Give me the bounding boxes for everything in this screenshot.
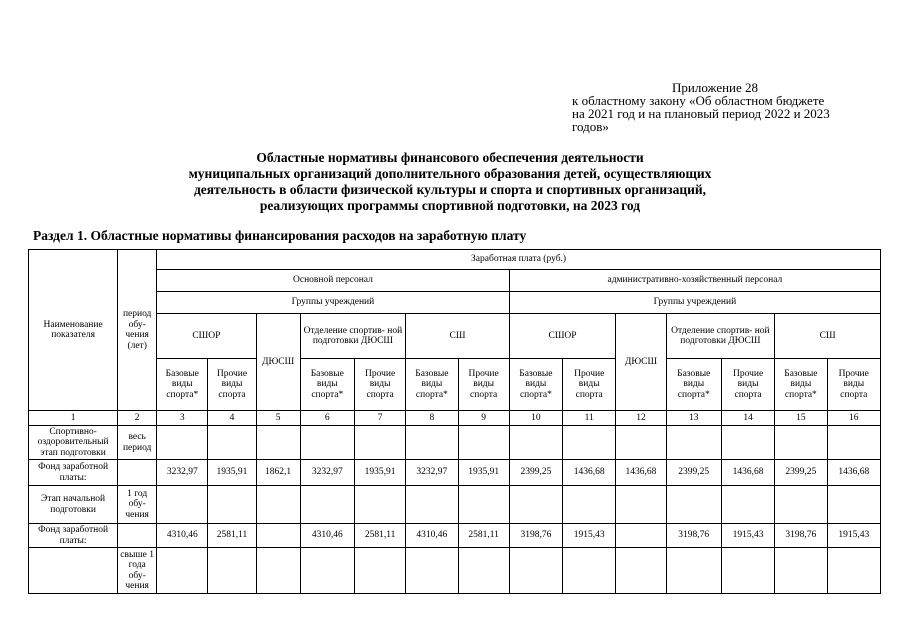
value-cell — [616, 426, 666, 460]
value-cell — [666, 548, 721, 594]
header-ssh: СШ — [775, 314, 881, 359]
value-cell — [300, 486, 354, 524]
value-cell — [563, 548, 616, 594]
header-period: период обу- чения (лет) — [118, 250, 157, 411]
value-cell — [157, 426, 208, 460]
value-cell: 4310,46 — [300, 524, 354, 548]
header-base: Базовые виды спорта* — [300, 359, 354, 411]
value-cell — [827, 486, 881, 524]
row-period: свыше 1 года обу- чения — [118, 548, 157, 594]
salary-norms-table — [28, 249, 881, 594]
header-admin-staff: административно-хозяйственный персонал — [509, 270, 880, 292]
value-cell — [208, 426, 256, 460]
value-cell — [256, 548, 300, 594]
column-number: 1 — [29, 411, 118, 426]
appendix-line: к областному закону «Об областном бюджете — [572, 93, 825, 108]
value-cell: 2581,11 — [208, 524, 256, 548]
value-cell — [406, 486, 458, 524]
column-number: 13 — [666, 411, 721, 426]
value-cell — [157, 486, 208, 524]
column-number: 5 — [256, 411, 300, 426]
value-cell — [509, 548, 562, 594]
header-dyussh: ДЮСШ — [256, 314, 300, 411]
document-title — [100, 150, 800, 214]
value-cell: 1436,68 — [721, 460, 774, 486]
value-cell — [300, 548, 354, 594]
column-number: 9 — [458, 411, 509, 426]
value-cell: 1915,43 — [827, 524, 881, 548]
row-period: 1 год обу- чения — [118, 486, 157, 524]
value-cell — [509, 426, 562, 460]
value-cell — [406, 426, 458, 460]
header-other: Прочие виды спорта — [208, 359, 256, 411]
header-name: Наименование показателя — [29, 250, 118, 411]
row-period: весь период — [118, 426, 157, 460]
column-number: 16 — [827, 411, 881, 426]
value-cell — [256, 524, 300, 548]
value-cell — [208, 548, 256, 594]
title-line: реализующих программы спортивной подготовки, на 2023 год — [259, 198, 641, 213]
value-cell: 2399,25 — [509, 460, 562, 486]
value-cell: 3198,76 — [666, 524, 721, 548]
value-cell — [775, 426, 827, 460]
row-period — [118, 460, 157, 486]
row-label — [29, 548, 118, 594]
value-cell — [354, 486, 405, 524]
column-number: 3 — [157, 411, 208, 426]
value-cell: 2581,11 — [458, 524, 509, 548]
column-number: 6 — [300, 411, 354, 426]
value-cell — [616, 524, 666, 548]
header-base: Базовые виды спорта* — [406, 359, 458, 411]
section-title: Раздел 1. Областные нормативы финансирования расходов на заработную плату — [33, 228, 527, 243]
appendix-number: Приложение 28 — [672, 80, 759, 95]
value-cell: 3198,76 — [775, 524, 827, 548]
table-row — [29, 486, 881, 524]
header-base: Базовые виды спорта* — [775, 359, 827, 411]
value-cell — [775, 548, 827, 594]
value-cell — [458, 426, 509, 460]
value-cell: 1935,91 — [208, 460, 256, 486]
table-row — [29, 524, 881, 548]
value-cell: 1862,1 — [256, 460, 300, 486]
header-base: Базовые виды спорта* — [509, 359, 562, 411]
row-period — [118, 524, 157, 548]
value-cell: 2399,25 — [775, 460, 827, 486]
appendix-line: годов» — [572, 119, 609, 134]
column-number: 11 — [563, 411, 616, 426]
title-line: Областные нормативы финансового обеспечения деятельности — [256, 150, 644, 165]
header-base: Базовые виды спорта* — [157, 359, 208, 411]
appendix-note — [572, 81, 892, 133]
appendix-line: на 2021 год и на плановый период 2022 и 2023 — [572, 106, 830, 121]
value-cell — [208, 486, 256, 524]
header-groups-main: Группы учреждений — [157, 292, 510, 314]
header-other: Прочие виды спорта — [827, 359, 881, 411]
value-cell — [406, 548, 458, 594]
title-line: муниципальных организаций дополнительного образования детей, осуществляющих — [188, 166, 712, 181]
value-cell — [616, 548, 666, 594]
value-cell — [563, 486, 616, 524]
header-main-staff: Основной персонал — [157, 270, 510, 292]
value-cell: 3198,76 — [509, 524, 562, 548]
value-cell — [666, 486, 721, 524]
value-cell: 1915,43 — [563, 524, 616, 548]
header-otd: Отделение спортив- ной подготовки ДЮСШ — [300, 314, 406, 359]
value-cell: 3232,97 — [300, 460, 354, 486]
value-cell: 2581,11 — [354, 524, 405, 548]
value-cell — [157, 548, 208, 594]
header-salary: Заработная плата (руб.) — [157, 250, 881, 270]
value-cell — [775, 486, 827, 524]
row-label: Этап начальной подготовки — [29, 486, 118, 524]
value-cell — [300, 426, 354, 460]
value-cell: 3232,97 — [406, 460, 458, 486]
value-cell — [563, 426, 616, 460]
value-cell — [721, 426, 774, 460]
column-number: 15 — [775, 411, 827, 426]
value-cell — [721, 548, 774, 594]
header-other: Прочие виды спорта — [458, 359, 509, 411]
value-cell — [616, 486, 666, 524]
value-cell: 1935,91 — [354, 460, 405, 486]
value-cell: 4310,46 — [157, 524, 208, 548]
value-cell: 1436,68 — [616, 460, 666, 486]
header-groups-admin: Группы учреждений — [509, 292, 880, 314]
row-label: Фонд заработной платы: — [29, 524, 118, 548]
value-cell — [827, 548, 881, 594]
header-sshor: СШОР — [509, 314, 616, 359]
header-other: Прочие виды спорта — [721, 359, 774, 411]
header-ssh: СШ — [406, 314, 510, 359]
value-cell — [666, 426, 721, 460]
value-cell — [458, 548, 509, 594]
value-cell — [354, 426, 405, 460]
value-cell — [458, 486, 509, 524]
value-cell — [721, 486, 774, 524]
header-otd: Отделение спортив- ной подготовки ДЮСШ — [666, 314, 775, 359]
value-cell: 2399,25 — [666, 460, 721, 486]
value-cell — [256, 426, 300, 460]
value-cell: 4310,46 — [406, 524, 458, 548]
value-cell: 1915,43 — [721, 524, 774, 548]
header-dyussh: ДЮСШ — [616, 314, 666, 411]
column-number: 12 — [616, 411, 666, 426]
header-sshor: СШОР — [157, 314, 256, 359]
value-cell: 1935,91 — [458, 460, 509, 486]
value-cell: 1436,68 — [827, 460, 881, 486]
header-base: Базовые виды спорта* — [666, 359, 721, 411]
table-row — [29, 426, 881, 460]
value-cell: 1436,68 — [563, 460, 616, 486]
column-number: 8 — [406, 411, 458, 426]
column-number: 2 — [118, 411, 157, 426]
column-number: 14 — [721, 411, 774, 426]
value-cell — [354, 548, 405, 594]
title-line: деятельность в области физической культуры и спорта и спортивных организаций, — [193, 182, 707, 197]
row-label: Спортивно- оздоровительный этап подготовки — [29, 426, 118, 460]
value-cell: 3232,97 — [157, 460, 208, 486]
value-cell — [256, 486, 300, 524]
column-number: 4 — [208, 411, 256, 426]
column-number: 7 — [354, 411, 405, 426]
table-row — [29, 548, 881, 594]
header-other: Прочие виды спорта — [563, 359, 616, 411]
header-other: Прочие виды спорта — [354, 359, 405, 411]
table-row — [29, 460, 881, 486]
column-number: 10 — [509, 411, 562, 426]
value-cell — [827, 426, 881, 460]
value-cell — [509, 486, 562, 524]
row-label: Фонд заработной платы: — [29, 460, 118, 486]
